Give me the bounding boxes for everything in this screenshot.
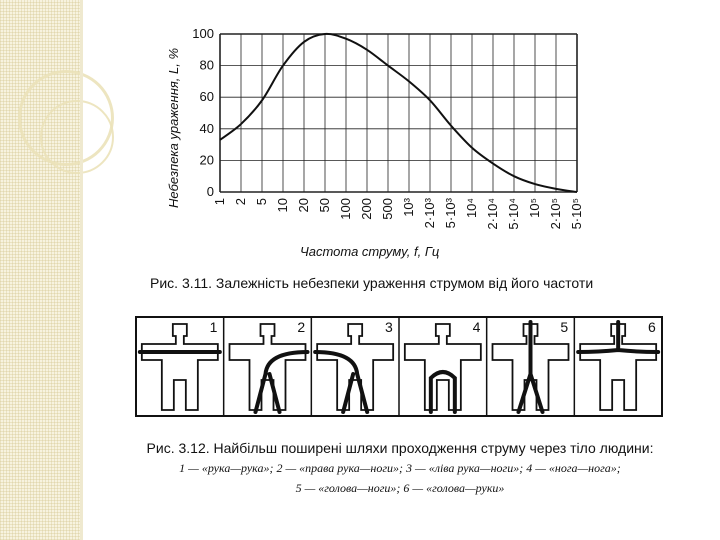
x-tick-label: 1 — [212, 198, 227, 206]
panel-number: 6 — [648, 319, 656, 335]
panel-number: 2 — [297, 319, 306, 335]
y-tick-label: 60 — [199, 89, 214, 105]
x-tick-label: 2 — [233, 198, 248, 206]
x-tick-labels — [212, 197, 584, 229]
y-tick-labels — [192, 26, 214, 199]
current-path-line — [519, 322, 543, 412]
frequency-danger-chart — [160, 10, 600, 272]
current-path-line — [578, 322, 658, 352]
y-axis-label: Небезпека ураження, L, % — [166, 47, 181, 209]
x-tick-label: 5·10⁵ — [569, 198, 584, 230]
human-body-silhouette — [142, 324, 218, 410]
x-tick-label: 10⁴ — [464, 198, 479, 219]
x-axis-label: Частота струму, f, Гц — [300, 244, 440, 259]
x-tick-label: 5·10³ — [443, 198, 458, 229]
chart-grid — [220, 34, 577, 192]
panel-number: 4 — [472, 319, 481, 335]
body-path-panel — [224, 317, 308, 416]
current-path-line — [431, 372, 455, 412]
body-path-panel — [399, 317, 481, 416]
x-tick-label: 5 — [254, 198, 269, 206]
body-path-panel — [574, 317, 658, 416]
x-tick-label: 500 — [380, 198, 395, 220]
body-path-panel — [487, 317, 569, 416]
panel-number: 1 — [209, 319, 218, 335]
current-path-line — [315, 352, 367, 412]
x-tick-label: 2·10⁴ — [485, 198, 500, 230]
strip-edge — [80, 0, 83, 540]
x-tick-label: 10³ — [401, 198, 416, 217]
x-tick-label: 200 — [359, 198, 374, 220]
figure-3-12-legend-line2: 5 — «голова—ноги»; 6 — «голова—руки» — [295, 481, 505, 495]
human-body-silhouette — [405, 324, 481, 410]
current-paths-figure — [135, 316, 665, 418]
x-tick-label: 20 — [296, 198, 311, 213]
x-tick-label: 100 — [338, 198, 353, 220]
body-path-panel — [311, 317, 393, 416]
figure-3-12-legend-line1: 1 — «рука—рука»; 2 — «права рука—ноги»; 3 — «ліва рука—ноги»; 4 — «нога—нога»; — [179, 461, 621, 475]
y-tick-label: 40 — [199, 120, 214, 136]
x-tick-label: 5·10⁴ — [506, 198, 521, 230]
figure-3-12-caption: Рис. 3.12. Найбільш поширені шляхи проходження струму через тіло людини: — [146, 440, 654, 456]
panel-number: 3 — [385, 319, 393, 335]
current-path-line — [256, 352, 308, 412]
x-tick-label: 2·10³ — [422, 198, 437, 229]
panel-number: 5 — [560, 319, 569, 335]
figure-3-11-caption: Рис. 3.11. Залежність небезпеки ураження струмом від його частоти — [150, 275, 594, 291]
x-tick-label: 10 — [275, 198, 290, 213]
decorative-arc — [40, 100, 114, 174]
x-tick-label: 2·10⁵ — [548, 198, 563, 230]
x-tick-label: 10⁵ — [527, 198, 542, 218]
y-tick-label: 80 — [199, 57, 214, 73]
x-tick-label: 50 — [317, 198, 332, 213]
y-tick-label: 0 — [206, 184, 214, 199]
danger-curve-line — [220, 34, 577, 192]
y-tick-label: 20 — [199, 152, 214, 168]
y-tick-label: 100 — [192, 26, 214, 41]
body-path-panel — [140, 319, 220, 410]
